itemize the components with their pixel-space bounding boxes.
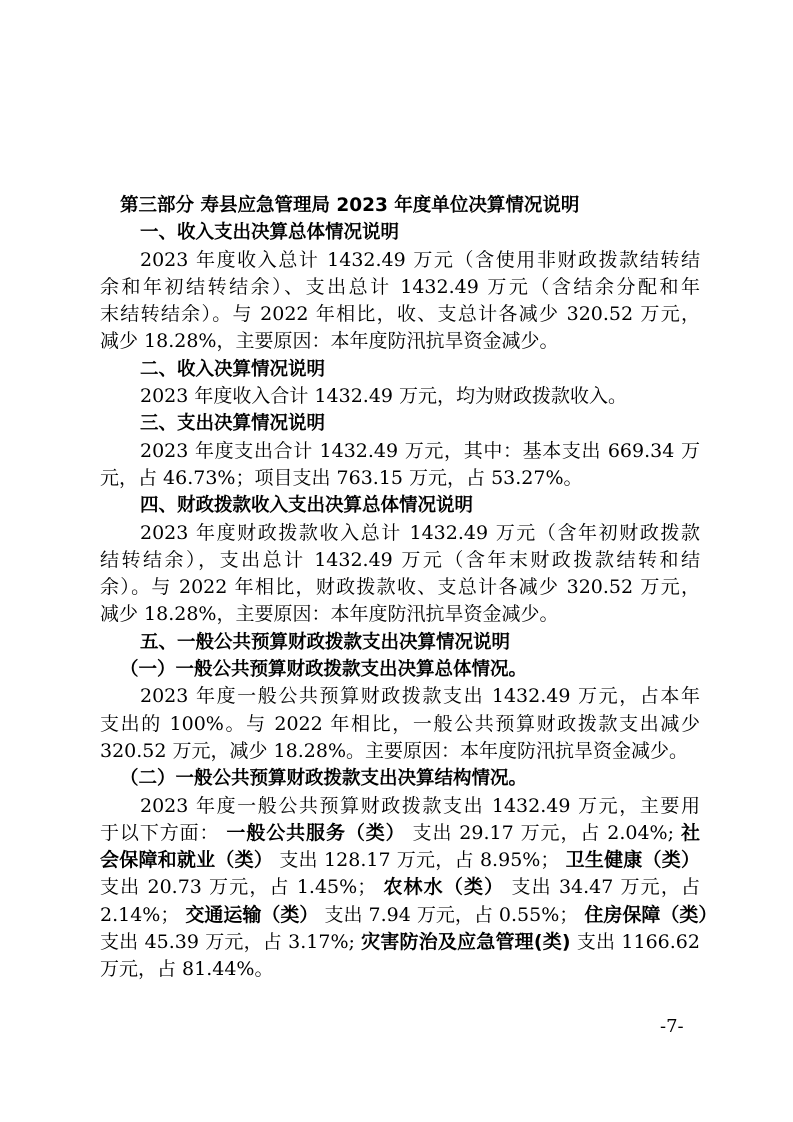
text-segment: 2.14%； [100, 903, 180, 926]
subsection-2-line [100, 874, 700, 901]
category-agriculture: 农林水（类） [383, 876, 505, 899]
text-segment: 支出 29.17 万元，占 2.04%; [412, 821, 674, 844]
section-1-line: 减少 18.28%，主要原因：本年度防汛抗旱资金减少。 [100, 330, 559, 353]
text-segment: 支出 1166.62 [576, 931, 700, 954]
text-segment: 支出 34.47 万元，占 [511, 876, 700, 899]
subsection-2-line [100, 929, 700, 956]
section-1-heading: 一、收入支出决算总体情况说明 [140, 222, 400, 244]
subsection-1-heading: （一）一般公共预算财政拨款支出决算总体情况。 [120, 659, 528, 681]
subsection-1-line: 支出的 100%。与 2022 年相比，一般公共预算财政拨款支出减少 [100, 712, 700, 735]
section-1-line: 余和年初结转结余）、支出总计 1432.49 万元（含结余分配和年 [100, 275, 700, 298]
text-segment: 支出 7.94 万元，占 0.55%； [324, 903, 579, 926]
page-number: -7- [660, 1016, 684, 1037]
category-housing: 住房保障（类） [584, 903, 718, 926]
section-3-heading: 三、支出决算情况说明 [140, 413, 326, 435]
subsection-2-line: 万元，占 81.44%。 [100, 958, 274, 981]
category-transport: 交通运输（类） [185, 903, 319, 926]
section-4-line: 余）。与 2022 年相比，财政拨款收、支总计各减少 320.52 万元， [100, 576, 700, 599]
section-5-heading: 五、一般公共预算财政拨款支出决算情况说明 [140, 631, 511, 653]
section-2-heading: 二、收入决算情况说明 [140, 358, 326, 380]
category-health: 卫生健康（类） [565, 849, 700, 872]
section-3-line: 2023 年度支出合计 1432.49 万元，其中：基本支出 669.34 万 [140, 439, 700, 462]
text-segment: 支出 45.39 万元，占 3.17%; [100, 931, 355, 954]
section-3-line: 元，占 46.73%；项目支出 763.15 万元，占 53.27%。 [100, 466, 583, 489]
category-general-public-services: 一般公共服务（类） [226, 821, 406, 844]
section-4-line: 结转结余），支出总计 1432.49 万元（含年末财政拨款结转和结 [100, 548, 700, 571]
subsection-1-line: 2023 年度一般公共预算财政拨款支出 1432.49 万元，占本年 [140, 685, 700, 708]
subsection-2-line [100, 902, 718, 929]
document-body [100, 192, 718, 984]
page-title: 第三部分 寿县应急管理局 2023 年度单位决算情况说明 [120, 195, 580, 216]
category-disaster-management: 灾害防治及应急管理(类) [361, 931, 571, 954]
text-segment: 支出 128.17 万元，占 8.95%； [279, 849, 560, 872]
subsection-1-line: 320.52 万元，减少 18.28%。主要原因：本年度防汛抗旱资金减少。 [100, 739, 689, 762]
category-social-security-part2: 会保障和就业（类） [100, 849, 274, 872]
text-segment: 支出 20.73 万元，占 1.45%； [100, 876, 377, 899]
subsection-2-line: 2023 年度一般公共预算财政拨款支出 1432.49 万元，主要用 [140, 794, 700, 817]
category-social-security-part1: 社 [680, 821, 700, 844]
subsection-2-line [100, 847, 700, 874]
subsection-2-line [100, 820, 700, 847]
section-1-line: 2023 年度收入总计 1432.49 万元（含使用非财政拨款结转结 [140, 248, 700, 271]
section-4-line: 2023 年度财政拨款收入总计 1432.49 万元（含年初财政拨款 [140, 521, 700, 544]
section-4-line: 减少 18.28%，主要原因：本年度防汛抗旱资金减少。 [100, 603, 559, 626]
section-2-line: 2023 年度收入合计 1432.49 万元，均为财政拨款收入。 [140, 385, 628, 408]
section-4-heading: 四、财政拨款收入支出决算总体情况说明 [140, 495, 474, 517]
section-1-line: 末结转结余）。与 2022 年相比，收、支总计各减少 320.52 万元， [100, 303, 700, 326]
text-segment: 于以下方面： [100, 821, 220, 844]
subsection-2-heading: （二）一般公共预算财政拨款支出决算结构情况。 [120, 768, 528, 790]
